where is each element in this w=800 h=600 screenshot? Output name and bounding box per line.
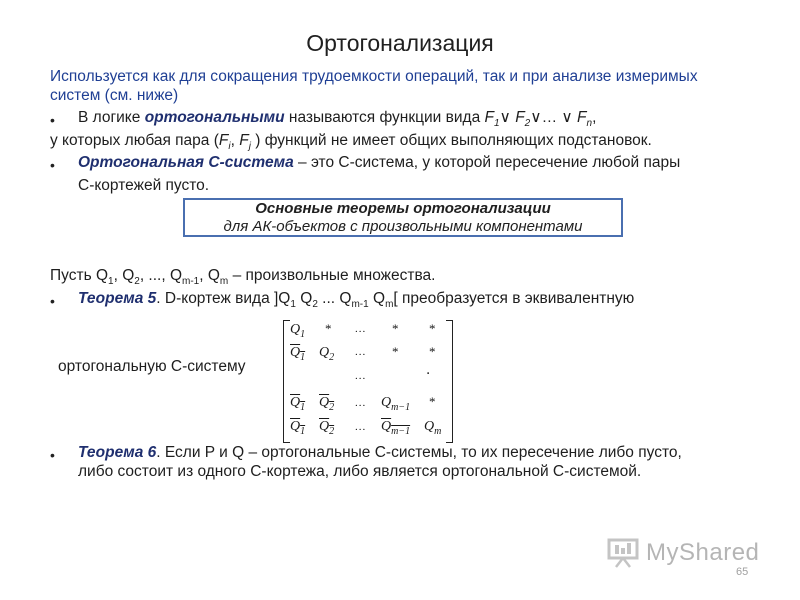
matrix-cell: $Q_1$ (290, 419, 306, 437)
theorems-heading-box (183, 198, 623, 237)
matrix-cell-star: * (325, 321, 332, 336)
matrix-cell: $Q_2$ (319, 345, 335, 363)
text-fragment: у которых любая пара ( (50, 132, 219, 149)
matrix-cell-dots: ... (355, 370, 367, 382)
matrix-cell-dots: ... (355, 323, 367, 335)
func-sub: 1 (493, 118, 500, 130)
text-fragment: Q (368, 290, 386, 307)
text-fragment: . D-кортеж вида ]Q (156, 290, 291, 307)
c-system-matrix (283, 320, 453, 441)
func-var: F (484, 109, 494, 126)
func-sub: i (228, 141, 231, 153)
set-sub: m (385, 299, 394, 311)
func-var: F (577, 109, 587, 126)
text-fragment: называются функции вида (284, 109, 485, 126)
set-sub: 2 (134, 276, 140, 288)
matrix-cell: $Q_2$ (319, 419, 335, 437)
matrix-cell: $Q_1$ (290, 395, 306, 413)
text-fragment: – это С-система, у которой пересечение любой пары (293, 154, 681, 171)
presentation-board-icon (606, 538, 640, 568)
matrix-cell: $Q_m$ (424, 419, 442, 437)
matrix-cell: $Q_{m-1}$ (381, 395, 411, 413)
text-fragment: , Q (199, 267, 220, 284)
func-sub: 2 (524, 118, 531, 130)
matrix-right-bracket (446, 320, 453, 443)
matrix-cell-star: * (392, 344, 399, 359)
func-var: F (515, 109, 525, 126)
page-number: 65 (736, 566, 749, 578)
theorem-label: Теорема 6 (78, 444, 157, 461)
box-line-1: Основные теоремы ортогонализации (255, 200, 551, 217)
text-fragment: , ..., Q (139, 267, 183, 284)
slide-title: Ортогонализация (306, 30, 494, 56)
text-fragment: , (230, 132, 240, 149)
subtitle-text: Используется как для сокращения трудоемкости операций, так и при анализе измеримых систем (см. ниже) (50, 68, 698, 104)
text-fragment: , (592, 109, 597, 126)
func-var: F (239, 132, 249, 149)
bullet-marker: • (50, 293, 55, 309)
text-fragment: , Q (113, 267, 135, 284)
set-sub: 1 (290, 299, 296, 311)
theorem-6-continuation: либо состоит из одного С-кортежа, либо является ортогональной С-системой. (78, 463, 642, 480)
set-sub: 1 (108, 276, 114, 288)
text-fragment: В логике (78, 109, 145, 126)
text-fragment: ) функций не имеет общих выполняющих подстановок. (250, 132, 652, 149)
matrix-cell-star: * (429, 394, 436, 409)
set-sub: m-1 (351, 299, 369, 311)
theorem-label: Теорема 5 (78, 290, 157, 307)
bullet-marker: • (50, 157, 55, 173)
bullet-marker: • (50, 112, 55, 128)
bullet-marker: • (50, 447, 55, 463)
definition-orthogonal-functions (78, 108, 596, 133)
matrix-cell-dots: ... (355, 346, 367, 358)
matrix-cell-star: * (392, 321, 399, 336)
emphasis-term: Ортогональная С-система (78, 154, 294, 171)
logo-text: MyShared (646, 539, 760, 566)
theorem-6-text (78, 443, 682, 462)
matrix-left-bracket (283, 320, 290, 443)
matrix-cell: $Q_1$ (290, 345, 306, 363)
matrix-cell-dots: ... (355, 421, 367, 433)
text-fragment: ... Q (317, 290, 352, 307)
matrix-cell-star: * (429, 321, 436, 336)
set-sub: m-1 (182, 276, 200, 288)
or-operator: ∨ (499, 109, 516, 126)
orthogonal-c-system-label: ортогональную С-систему (58, 358, 246, 375)
matrix-cell: $Q_{m-1}$ (381, 419, 411, 437)
sets-definition (50, 266, 435, 291)
func-var: F (218, 132, 229, 149)
text-fragment: . Если P и Q – ортогональные С-системы, то их пересечение либо пусто, (156, 444, 682, 461)
or-operator: ∨… ∨ (530, 109, 578, 126)
text-fragment: Q (295, 290, 313, 307)
matrix-cell-dots: ... (355, 397, 367, 409)
theorem-5-text (78, 289, 634, 314)
emphasis-term: ортогональными (144, 109, 285, 126)
text-fragment: [ преобразуется в эквивалентную (393, 290, 635, 307)
matrix-trailing-dot: . (426, 361, 431, 378)
text-fragment: – произвольные множества. (228, 267, 436, 284)
matrix-cell: $Q_1$ (290, 322, 306, 340)
set-sub: 2 (312, 299, 318, 311)
set-sub: m (219, 276, 229, 288)
matrix-cell: $Q_2$ (319, 395, 335, 413)
func-sub: n (586, 118, 593, 130)
definition-continuation: С-кортежей пусто. (78, 177, 210, 194)
text-fragment: Пусть Q (50, 267, 109, 284)
matrix-cell-star: * (429, 344, 436, 359)
box-line-2: для АК-объектов с произвольными компонентами (223, 217, 583, 235)
func-sub: j (248, 141, 251, 153)
definition-orthogonal-c-system (78, 153, 680, 172)
